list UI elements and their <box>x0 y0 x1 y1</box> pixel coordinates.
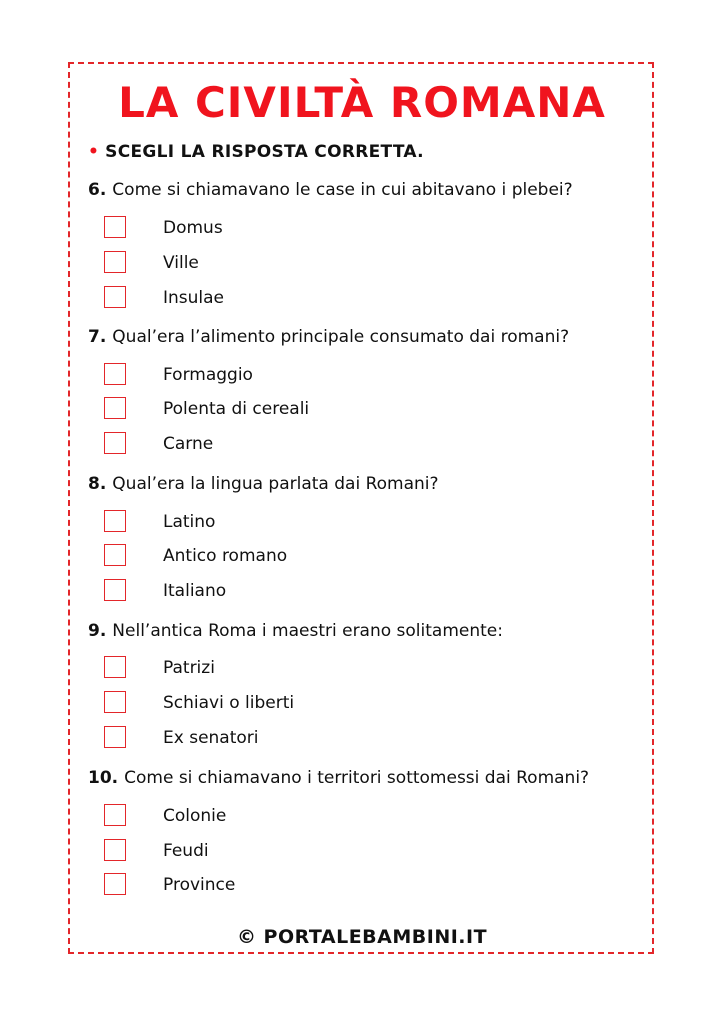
option-label: Insulae <box>163 288 225 308</box>
question-6 <box>88 178 573 202</box>
checkbox[interactable] <box>104 656 126 678</box>
question-text: Nell’antica Roma i maestri erano solitamente: <box>112 621 503 641</box>
checkbox[interactable] <box>104 579 126 601</box>
copyright-footer: © PORTALEBAMBINI.IT <box>236 926 488 948</box>
checkbox[interactable] <box>104 432 126 454</box>
question-text: Come si chiamavano i territori sottomessi dai Romani? <box>124 768 590 788</box>
option-label: Italiano <box>163 581 227 601</box>
instruction <box>88 140 424 164</box>
checkbox[interactable] <box>104 804 126 826</box>
checkbox[interactable] <box>104 726 126 748</box>
question-number: 7. <box>88 327 107 347</box>
question-8 <box>88 472 439 496</box>
checkbox[interactable] <box>104 363 126 385</box>
checkbox[interactable] <box>104 216 126 238</box>
checkbox[interactable] <box>104 286 126 308</box>
question-7 <box>88 325 569 349</box>
bullet-icon: • <box>88 142 100 162</box>
question-number: 6. <box>88 180 107 200</box>
option-label: Antico romano <box>163 546 288 566</box>
option-label: Latino <box>163 512 216 532</box>
option-label: Schiavi o liberti <box>163 693 295 713</box>
checkbox[interactable] <box>104 397 126 419</box>
option-label: Domus <box>163 218 223 238</box>
option-label: Province <box>163 875 236 895</box>
question-number: 10. <box>88 768 119 788</box>
page-title: LA CIVILTÀ ROMANA <box>118 78 606 127</box>
option-label: Ville <box>163 253 199 273</box>
option-label: Ex senatori <box>163 728 259 748</box>
question-number: 9. <box>88 621 107 641</box>
checkbox[interactable] <box>104 510 126 532</box>
checkbox[interactable] <box>104 691 126 713</box>
question-9 <box>88 619 503 643</box>
question-text: Qual’era l’alimento principale consumato dai romani? <box>112 327 570 347</box>
question-10 <box>88 766 589 790</box>
option-label: Patrizi <box>163 658 215 678</box>
question-number: 8. <box>88 474 107 494</box>
option-label: Colonie <box>163 806 227 826</box>
option-label: Carne <box>163 434 214 454</box>
question-text: Come si chiamavano le case in cui abitavano i plebei? <box>112 180 573 200</box>
option-label: Polenta di cereali <box>163 399 310 419</box>
checkbox[interactable] <box>104 839 126 861</box>
question-text: Qual’era la lingua parlata dai Romani? <box>112 474 439 494</box>
checkbox[interactable] <box>104 251 126 273</box>
checkbox[interactable] <box>104 873 126 895</box>
checkbox[interactable] <box>104 544 126 566</box>
option-label: Feudi <box>163 841 209 861</box>
option-label: Formaggio <box>163 365 253 385</box>
instruction-text: SCEGLI LA RISPOSTA CORRETTA. <box>105 142 424 162</box>
